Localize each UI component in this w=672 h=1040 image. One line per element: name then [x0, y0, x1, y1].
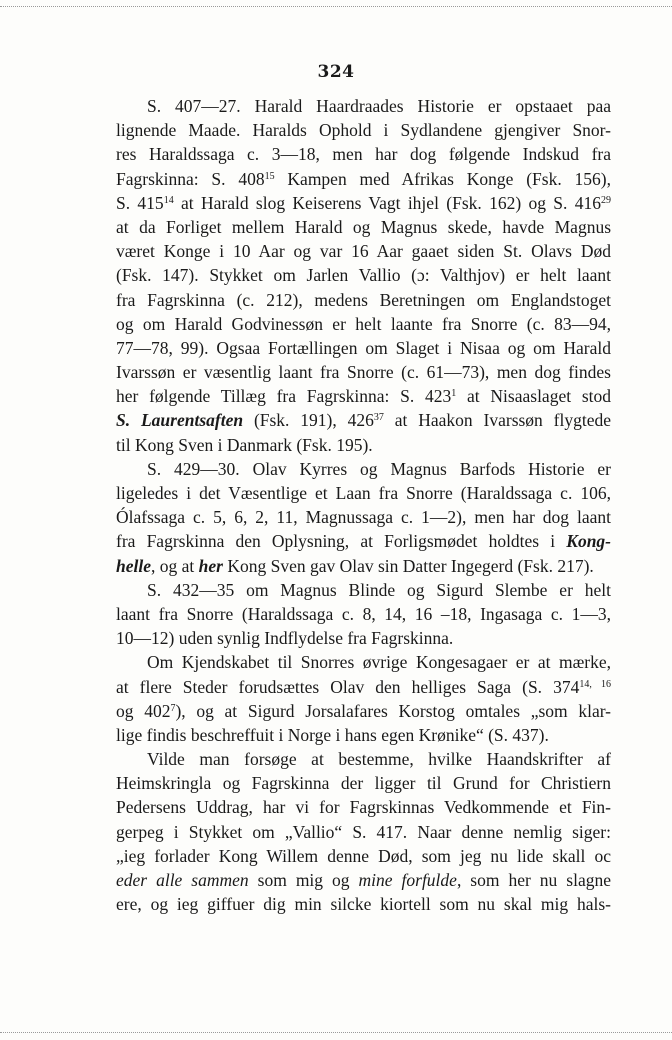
text-line [116, 675, 611, 699]
text-run: (Fsk. 191), 426 [243, 410, 374, 431]
emphasized-text: S. Laurentsaften [116, 410, 244, 431]
text-line: Vilde man forsøge at bestemme, hvilke Haandskrifter af [147, 749, 611, 770]
text-line [116, 529, 611, 553]
text-line: fra Fagrskinna (c. 212), medens Beretningen om Englandstoget [116, 289, 611, 310]
italic-text: mine forfulde [358, 870, 457, 890]
italic-text: eder alle sammen [116, 870, 249, 890]
text-run: at Harald slog Keiserens Vagt ihjel (Fsk. 162) og S. 416 [173, 192, 601, 213]
text-run: Ivarssøn er væsentlig laant fra Snorre (c. 61—73), men dog findes [116, 362, 611, 383]
text-run: at Haakon Ivarssøn flygtede [383, 410, 612, 431]
text-line: S. 432—35 om Magnus Blinde og Sigurd Slembe er helt [147, 579, 611, 600]
emphasized-text: her [198, 555, 223, 576]
text-line: Ólafssaga c. 5, 6, 2, 11, Magnussaga c. 1—2), men har dog laant [116, 507, 611, 528]
text-line: Pedersens Uddrag, har vi for Fagrskinnas Vedkommende et Fin- [116, 797, 611, 818]
text-run: som mig og [248, 870, 359, 890]
text-line: „ieg forlader Kong Willem denne Død, som jeg nu lide skall oc [116, 845, 611, 866]
emphasized-text: helle [116, 555, 151, 576]
text-line [116, 699, 611, 723]
text-line: Heimskringla og Fagrskinna der ligger til Grund for Christiern [116, 773, 611, 794]
text-line [116, 554, 611, 578]
text-line: (Fsk. 147). Stykket om Jarlen Vallio (ɔ: Valthjov) er helt laant [116, 265, 611, 286]
page-number: 324 [317, 62, 355, 82]
text-line: S. 429—30. Olav Kyrres og Magnus Barfods Historie er [147, 458, 611, 479]
text-line [116, 360, 611, 384]
footnote-reference: 29 [601, 194, 611, 206]
text-line: laant fra Snorre (Haraldssaga c. 8, 14, 16 –18, Ingasaga c. 1—3, [116, 603, 611, 624]
text-line: res Haraldssaga c. 3—18, men har dog følgende Indskud fra [116, 144, 611, 165]
text-run: og 402 [116, 700, 171, 721]
text-run: Kampen med Afrikas Konge (Fsk. 156), [274, 168, 611, 189]
footnote-reference: 14 [163, 194, 174, 206]
text-run: Fagrskinna: S. 408 [116, 168, 265, 189]
footnote-reference: 15 [264, 170, 275, 182]
text-line [116, 191, 611, 215]
text-run: , og at [151, 555, 199, 576]
text-line: og om Harald Godvinessøn er helt laante fra Snorre (c. 83—94, [116, 313, 611, 334]
text-run: , som her nu slagne [456, 870, 611, 890]
footnote-reference: 1 [451, 388, 457, 400]
text-run: ), og at Sigurd Jorsalafares Korstog omtales „som klar- [175, 700, 612, 721]
top-border-rule [0, 6, 672, 7]
text-line: ligeledes i det Væsentlige et Laan fra Snorre (Haraldssaga c. 106, [116, 483, 611, 503]
footnote-reference: 37 [373, 412, 384, 424]
text-line: været Konge i 10 Aar og var 16 Aar gaaet siden St. Olavs Død [116, 241, 611, 262]
text-line: ere, og ieg giffuer dig min silcke kiortell som nu skal mig hals- [116, 894, 611, 915]
footnote-reference: 14, 16 [579, 678, 612, 690]
text-line [116, 868, 611, 892]
text-run: her følgende Tillæg fra Fagrskinna: S. 423 [116, 386, 452, 407]
emphasized-text: Kong- [566, 531, 611, 552]
text-run: fra Fagrskinna den Oplysning, at Forligsmødet holdtes i [116, 531, 567, 552]
text-line [116, 408, 611, 432]
text-line [116, 167, 611, 191]
body-text [116, 94, 611, 916]
footnote-reference: 7 [170, 702, 176, 714]
text-line: S. 407—27. Harald Haardraades Historie er opstaaet paa [147, 96, 611, 116]
text-line: lige findis beschreffuit i Norge i hans egen Krønike“ (S. 437). [116, 724, 549, 745]
text-run: at flere Steder forudsættes Olav den helliges Saga (S. 374 [116, 676, 580, 697]
text-line [116, 384, 611, 408]
text-line: Om Kjendskabet til Snorres øvrige Kongesagaer er at mærke, [147, 652, 611, 673]
text-run: S. 415 [116, 192, 164, 213]
text-line: til Kong Sven i Danmark (Fsk. 195). [116, 434, 373, 455]
bottom-border-rule [0, 1032, 672, 1033]
text-line: 77—78, 99). Ogsaa Fortællingen om Slaget i Nisaa og om Harald [116, 337, 611, 358]
text-line: lignende Maade. Haralds Ophold i Sydlandene gjengiver Snor- [116, 120, 611, 141]
text-line: at da Forliget mellem Harald og Magnus skede, havde Magnus [116, 216, 611, 237]
text-run: at Nisaaslaget stod [456, 386, 612, 407]
text-line: gerpeg i Stykket om „Vallio“ S. 417. Naar denne nemlig siger: [116, 821, 611, 842]
text-run: Kong Sven gav Olav sin Datter Ingegerd (Fsk. 217). [222, 555, 594, 576]
text-line: 10—12) uden synlig Indflydelse fra Fagrskinna. [116, 628, 454, 649]
